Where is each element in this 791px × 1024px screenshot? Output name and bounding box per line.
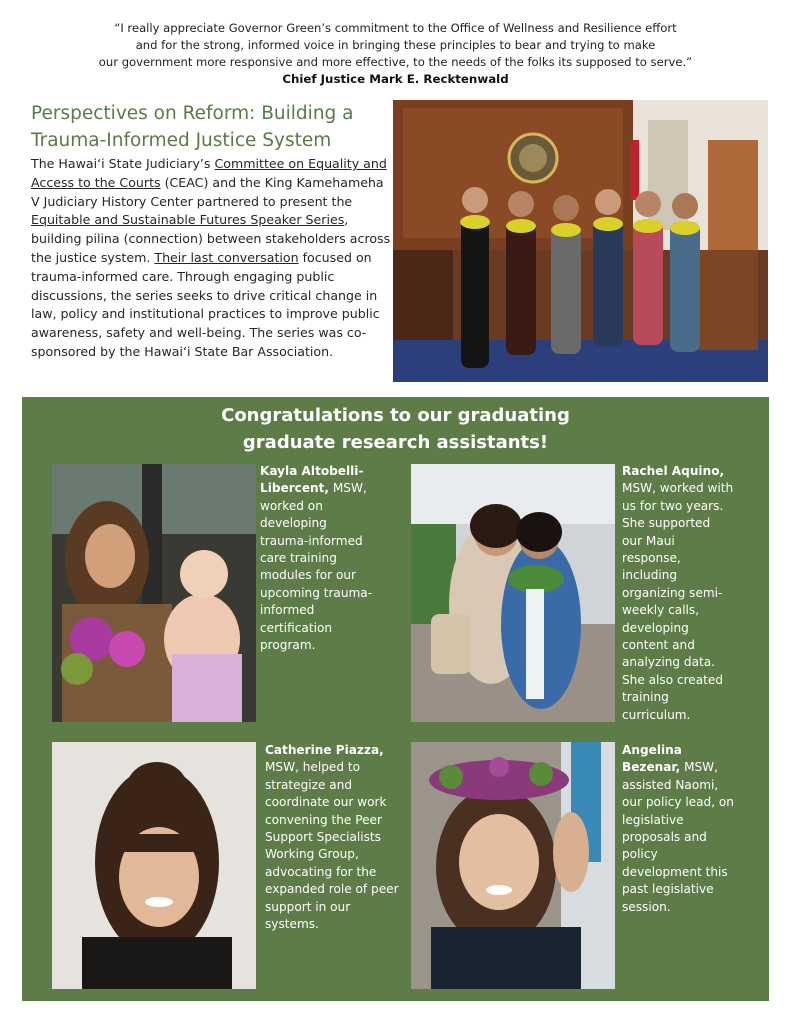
- person-name: Catherine Piazza,: [265, 743, 384, 757]
- angelina-photo: [411, 742, 615, 989]
- angelina-bio: [622, 742, 734, 916]
- speaker-series-link[interactable]: Equitable and Sustainable Futures Speaker Series: [31, 212, 345, 228]
- person-description: MSW, worked with us for two years. She supported our Maui response, including organizing semi-weekly calls, developing content and analyzing data. She also created training curriculum.: [622, 481, 734, 722]
- rachel-bio: [622, 463, 734, 724]
- graduates-title-line: Congratulations to our graduating: [221, 405, 570, 426]
- courtroom-group-photo: [393, 100, 768, 382]
- person-description: MSW, worked on developing trauma-informed care training modules for our upcoming trauma-informed certification program.: [260, 481, 373, 653]
- person-description: MSW, helped to strategize and coordinate our work convening the Peer Support Specialists Working Group, advocating for the expanded role of peer support in our systems.: [265, 760, 399, 932]
- graduates-title-line: graduate research assistants!: [242, 432, 549, 453]
- catherine-bio: [265, 742, 401, 933]
- rachel-photo: [411, 464, 615, 722]
- kayla-bio: [260, 463, 378, 654]
- quote-line: “I really appreciate Governor Green’s commitment to the Office of Wellness and Resilience effort: [114, 21, 677, 35]
- body-text: (CEAC) and the King Kamehameha V Judiciary History Center partnered to present the: [31, 174, 384, 209]
- quote-line: and for the strong, informed voice in bringing these principles to bear and trying to make: [135, 38, 656, 52]
- ceac-link[interactable]: Committee on Equality and Access to the Courts: [31, 156, 387, 190]
- quote: [30, 20, 761, 71]
- last-conversation-link[interactable]: Their last conversation: [154, 249, 299, 265]
- article-title-line: Trauma-Informed Justice System: [31, 130, 332, 151]
- courtroom-illustration: [393, 100, 768, 382]
- article-title-line: Perspectives on Reform: Building a: [31, 103, 354, 124]
- body-text: , building pilina (connection) between stakeholders across the justice system.: [31, 212, 391, 265]
- catherine-photo: [52, 742, 256, 989]
- article-title: [31, 100, 381, 154]
- body-text: The Hawai‘i State Judiciary’s: [31, 156, 215, 171]
- person-description: MSW, assisted Naomi, our policy lead, on legislative proposals and policy development this past legislative session.: [622, 760, 734, 914]
- quote-line: our government more responsive and more effective, to the needs of the folks its supposed to serve.”: [98, 55, 693, 69]
- article-body: [31, 155, 393, 362]
- graduates-title: [0, 402, 791, 456]
- quote-author: Chief Justice Mark E. Recktenwald: [282, 72, 509, 86]
- person-name: Angelina Bezenar,: [622, 743, 682, 775]
- person-name: Rachel Aquino,: [622, 464, 725, 478]
- body-text: focused on trauma-informed care. Through engaging public discussions, the series seeks to drive critical change in law, policy and institutional practices to improve public awareness, safety and well-being. The series was co-sponsored by the Hawai‘i State Bar Association.: [31, 249, 380, 359]
- kayla-photo: [52, 464, 256, 722]
- person-name: Kayla Altobelli-Libercent,: [260, 464, 364, 496]
